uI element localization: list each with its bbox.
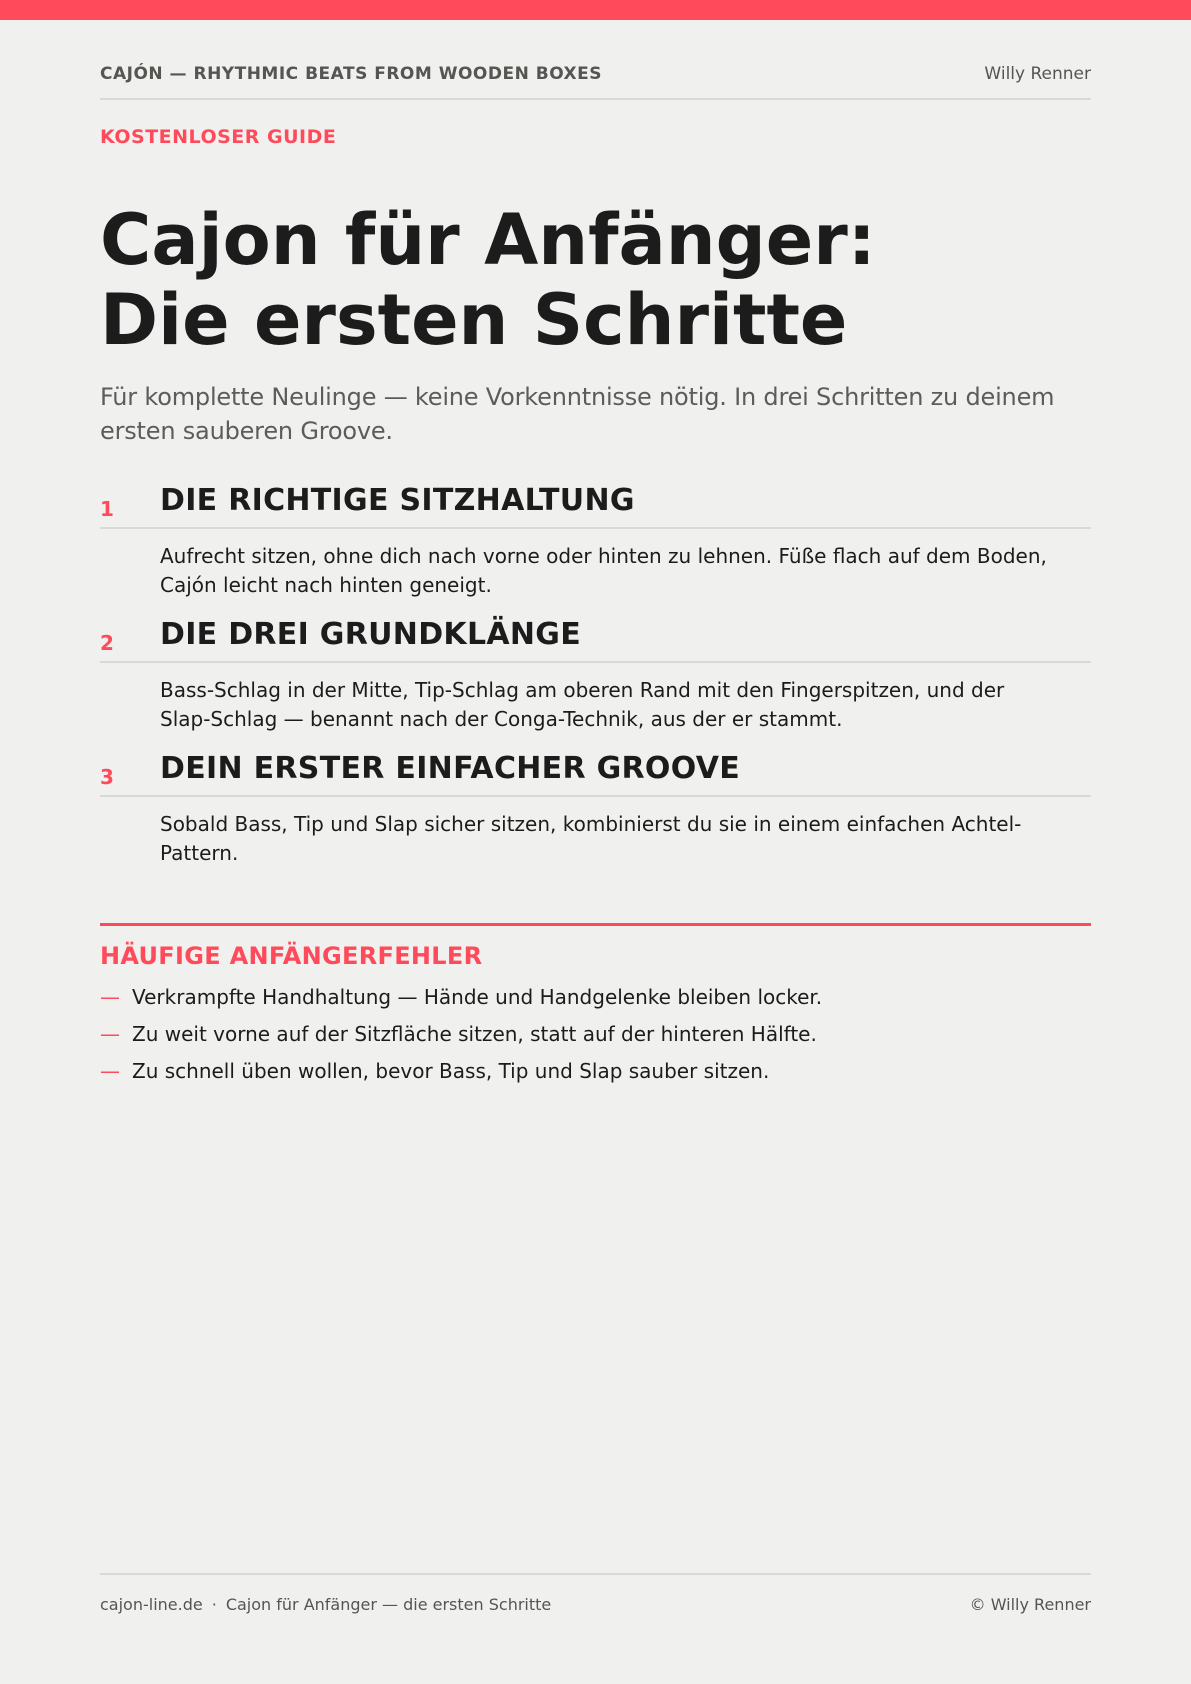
page-title-line-1: Cajon für Anfänger: bbox=[100, 199, 876, 281]
step-item bbox=[100, 751, 1091, 885]
dash-bullet-icon: — bbox=[100, 1022, 120, 1046]
step-header bbox=[100, 751, 1091, 797]
step-title: DIE RICHTIGE SITZHALTUNG bbox=[160, 483, 635, 518]
accent-top-bar bbox=[0, 0, 1191, 20]
mistake-text: Zu weit vorne auf der Sitzfläche sitzen, statt auf der hinteren Hälfte. bbox=[132, 1022, 817, 1046]
document-page bbox=[100, 20, 1091, 1684]
step-title: DIE DREI GRUNDKLÄNGE bbox=[160, 617, 582, 652]
running-header bbox=[100, 64, 1091, 100]
step-description: Sobald Bass, Tip und Slap sicher sitzen, kombinierst du sie in einem einfachen Achtel-Pattern. bbox=[160, 812, 1022, 865]
author-name: Willy Renner bbox=[984, 64, 1091, 84]
step-title: DEIN ERSTER EINFACHER GROOVE bbox=[160, 751, 741, 786]
kicker-label: KOSTENLOSER GUIDE bbox=[100, 126, 337, 148]
mistake-text: Verkrampfte Handhaltung — Hände und Handgelenke bleiben locker. bbox=[132, 985, 823, 1009]
dash-bullet-icon: — bbox=[100, 1059, 120, 1083]
common-mistakes-section bbox=[100, 923, 1091, 1083]
step-header bbox=[100, 483, 1091, 529]
mistake-item bbox=[100, 983, 1091, 1020]
page-title-line-2: Die ersten Schritte bbox=[100, 279, 848, 361]
page-title bbox=[100, 200, 1091, 360]
footer-left bbox=[100, 1595, 551, 1614]
step-description: Aufrecht sitzen, ohne dich nach vorne oder hinten zu lehnen. Füße flach auf dem Boden, Cajón leicht nach hinten geneigt. bbox=[160, 544, 1047, 597]
footer-separator: · bbox=[211, 1595, 217, 1614]
steps-list bbox=[100, 483, 1091, 885]
mistake-item bbox=[100, 1020, 1091, 1057]
step-item bbox=[100, 617, 1091, 751]
footer-site-link[interactable]: cajon-line.de bbox=[100, 1595, 203, 1614]
step-number: 1 bbox=[100, 497, 114, 521]
step-header bbox=[100, 617, 1091, 663]
mistakes-list bbox=[100, 983, 1091, 1094]
step-item bbox=[100, 483, 1091, 617]
footer-copyright: © Willy Renner bbox=[969, 1595, 1091, 1614]
dash-bullet-icon: — bbox=[100, 985, 120, 1009]
series-title: CAJÓN — RHYTHMIC BEATS FROM WOODEN BOXES bbox=[100, 64, 603, 84]
footer-doc-title: Cajon für Anfänger — die ersten Schritte bbox=[225, 1595, 552, 1614]
step-number: 3 bbox=[100, 765, 114, 789]
step-description: Bass-Schlag in der Mitte, Tip-Schlag am oberen Rand mit den Fingerspitzen, und der Slap-Schlag — benannt nach der Conga-Technik, aus der er stammt. bbox=[160, 678, 1005, 731]
mistakes-heading: HÄUFIGE ANFÄNGERFEHLER bbox=[100, 942, 483, 970]
page-footer bbox=[100, 1573, 1091, 1623]
mistake-text: Zu schnell üben wollen, bevor Bass, Tip und Slap sauber sitzen. bbox=[132, 1059, 770, 1083]
step-number: 2 bbox=[100, 631, 114, 655]
page-subtitle: Für komplette Neulinge — keine Vorkenntnisse nötig. In drei Schritten zu deinem ersten sauberen Groove. bbox=[100, 383, 1055, 445]
mistake-item bbox=[100, 1057, 1091, 1094]
